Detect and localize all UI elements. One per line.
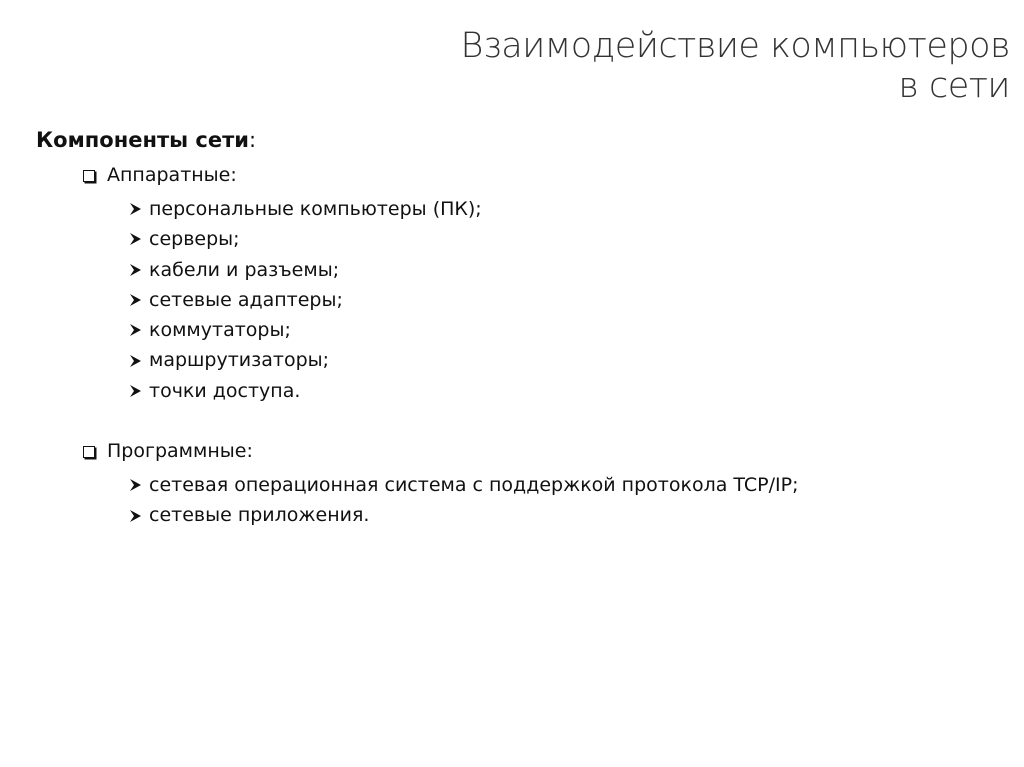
group-label: [83, 160, 996, 190]
arrow-bullet-icon: [129, 509, 142, 523]
arrow-bullet-icon: [129, 202, 142, 216]
list-item: [129, 255, 996, 285]
hardware-list: [83, 194, 996, 406]
arrow-bullet-icon: [129, 384, 142, 398]
arrow-bullet-icon: [129, 232, 142, 246]
list-item-text: коммутаторы;: [149, 319, 291, 342]
list-item: [129, 285, 996, 315]
group-hardware: [83, 160, 996, 406]
arrow-bullet-icon: [129, 323, 142, 337]
list-item: [129, 470, 996, 500]
list-item: [129, 315, 996, 345]
list-item-text: персональные компьютеры (ПК);: [149, 198, 482, 220]
list-item-text: точки доступа.: [149, 379, 301, 402]
list-item-text: серверы;: [149, 228, 240, 251]
spacer: [36, 406, 996, 436]
list-item: [129, 194, 996, 224]
group-software: [83, 436, 996, 531]
group-label: [83, 436, 996, 466]
slide-title-line-1: Взаимодействие компьютеров: [460, 26, 1010, 66]
section-heading: [36, 124, 996, 156]
list-item-text: сетевые адаптеры;: [149, 288, 343, 311]
group-label-text: Программные:: [107, 440, 253, 463]
list-item-text: кабели и разъемы;: [149, 258, 340, 281]
arrow-bullet-icon: [129, 354, 142, 368]
list-item: [129, 376, 996, 406]
arrow-bullet-icon: [129, 478, 142, 492]
group-label-text: Аппаратные:: [107, 164, 237, 186]
list-item-text: маршрутизаторы;: [149, 349, 330, 372]
list-item-text: сетевая операционная система с поддержкой протокола TCP/IP;: [149, 474, 799, 497]
checkbox-bullet-icon: [83, 446, 95, 458]
list-item-text: сетевые приложения.: [149, 504, 370, 527]
section-heading-colon: :: [249, 128, 257, 152]
slide-content: [36, 124, 996, 531]
slide-title: [460, 26, 1010, 106]
arrow-bullet-icon: [129, 263, 142, 277]
arrow-bullet-icon: [129, 293, 142, 307]
list-item: [129, 345, 996, 375]
software-list: [83, 470, 996, 531]
list-item: [129, 500, 996, 530]
slide-title-line-2: в сети: [898, 66, 1010, 106]
list-item: [129, 224, 996, 254]
section-heading-text: Компоненты сети: [36, 128, 250, 152]
checkbox-bullet-icon: [83, 170, 95, 182]
